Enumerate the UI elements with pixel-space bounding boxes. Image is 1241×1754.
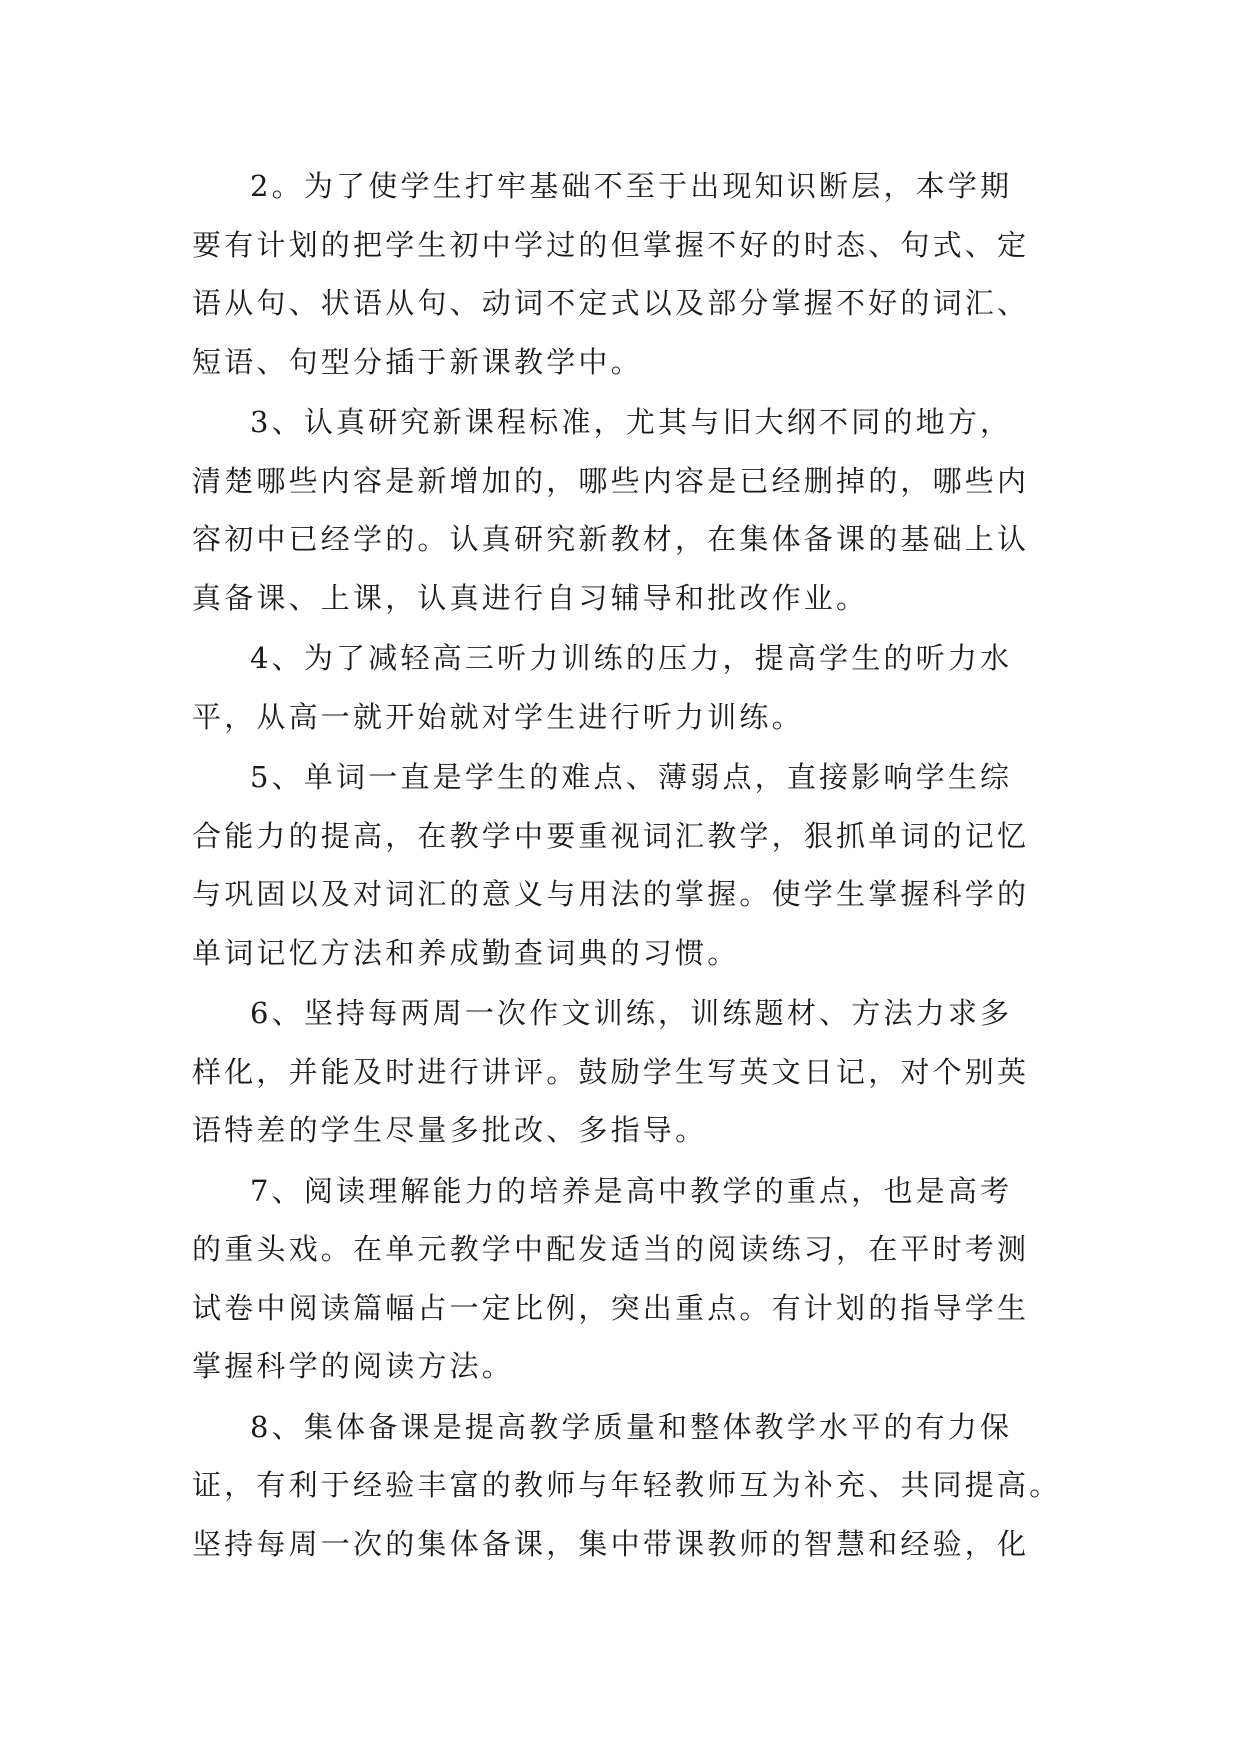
paragraph-line: 单词记忆方法和养成勤查词典的习惯。 (192, 935, 740, 970)
paragraph-line: 7、阅读理解能力的培养是高中教学的重点，也是高考 (250, 1173, 1013, 1208)
paragraph-line: 容初中已经学的。认真研究新教材，在集体备课的基础上认 (192, 522, 1030, 556)
paragraph-line: 要有计划的把学生初中学过的但掌握不好的时态、句式、定 (192, 227, 1030, 262)
paragraph-line: 与巩固以及对词汇的意义与用法的掌握。使学生掌握科学的 (192, 877, 1030, 911)
paragraph-line: 平，从高一就开始就对学生进行听力训练。 (192, 699, 804, 734)
paragraph-line: 6、坚持每两周一次作文训练，训练题材、方法力求多 (250, 996, 1013, 1030)
paragraph-item-6 (192, 984, 1060, 1160)
paragraph-item-4 (192, 629, 1060, 746)
paragraph-line: 语从句、状语从句、动词不定式以及部分掌握不好的词汇、 (192, 286, 1030, 320)
paragraph-line: 4、为了减轻高三听力训练的压力，提高学生的听力水 (250, 641, 1013, 675)
paragraph-line: 8、集体备课是提高教学质量和整体教学水平的有力保 (250, 1409, 1013, 1444)
paragraph-line: 5、单词一直是学生的难点、薄弱点，直接影响学生综 (250, 760, 1013, 794)
paragraph-line: 掌握科学的阅读方法。 (192, 1349, 515, 1383)
paragraph-line: 3、认真研究新课程标准，尤其与旧大纲不同的地方， (250, 405, 1013, 439)
paragraph-item-8 (192, 1398, 1060, 1574)
paragraph-item-5 (192, 748, 1060, 982)
document-body (192, 157, 1060, 1575)
paragraph-line: 证，有利于经验丰富的教师与年轻教师互为补充、共同提高。 (192, 1468, 1062, 1502)
paragraph-line: 坚持每周一次的集体备课，集中带课教师的智慧和经验，化 (192, 1526, 1030, 1561)
paragraph-item-7 (192, 1162, 1060, 1396)
paragraph-line: 语特差的学生尽量多批改、多指导。 (192, 1113, 708, 1147)
paragraph-item-2 (192, 157, 1060, 391)
paragraph-line: 短语、句型分插于新课教学中。 (192, 344, 643, 379)
paragraph-line: 的重头戏。在单元教学中配发适当的阅读练习，在平时考测 (192, 1232, 1030, 1266)
paragraph-line: 样化，并能及时进行讲评。鼓励学生写英文日记，对个别英 (192, 1054, 1030, 1089)
paragraph-line: 合能力的提高，在教学中要重视词汇教学，狠抓单词的记忆 (192, 818, 1030, 853)
paragraph-item-3 (192, 393, 1060, 627)
paragraph-line: 2。为了使学生打牢基础不至于出现知识断层，本学期 (250, 169, 1013, 203)
paragraph-line: 试卷中阅读篇幅占一定比例，突出重点。有计划的指导学生 (192, 1290, 1030, 1325)
paragraph-line: 真备课、上课，认真进行自习辅导和批改作业。 (192, 580, 869, 615)
paragraph-line: 清楚哪些内容是新增加的，哪些内容是已经删掉的，哪些内 (192, 463, 1030, 498)
